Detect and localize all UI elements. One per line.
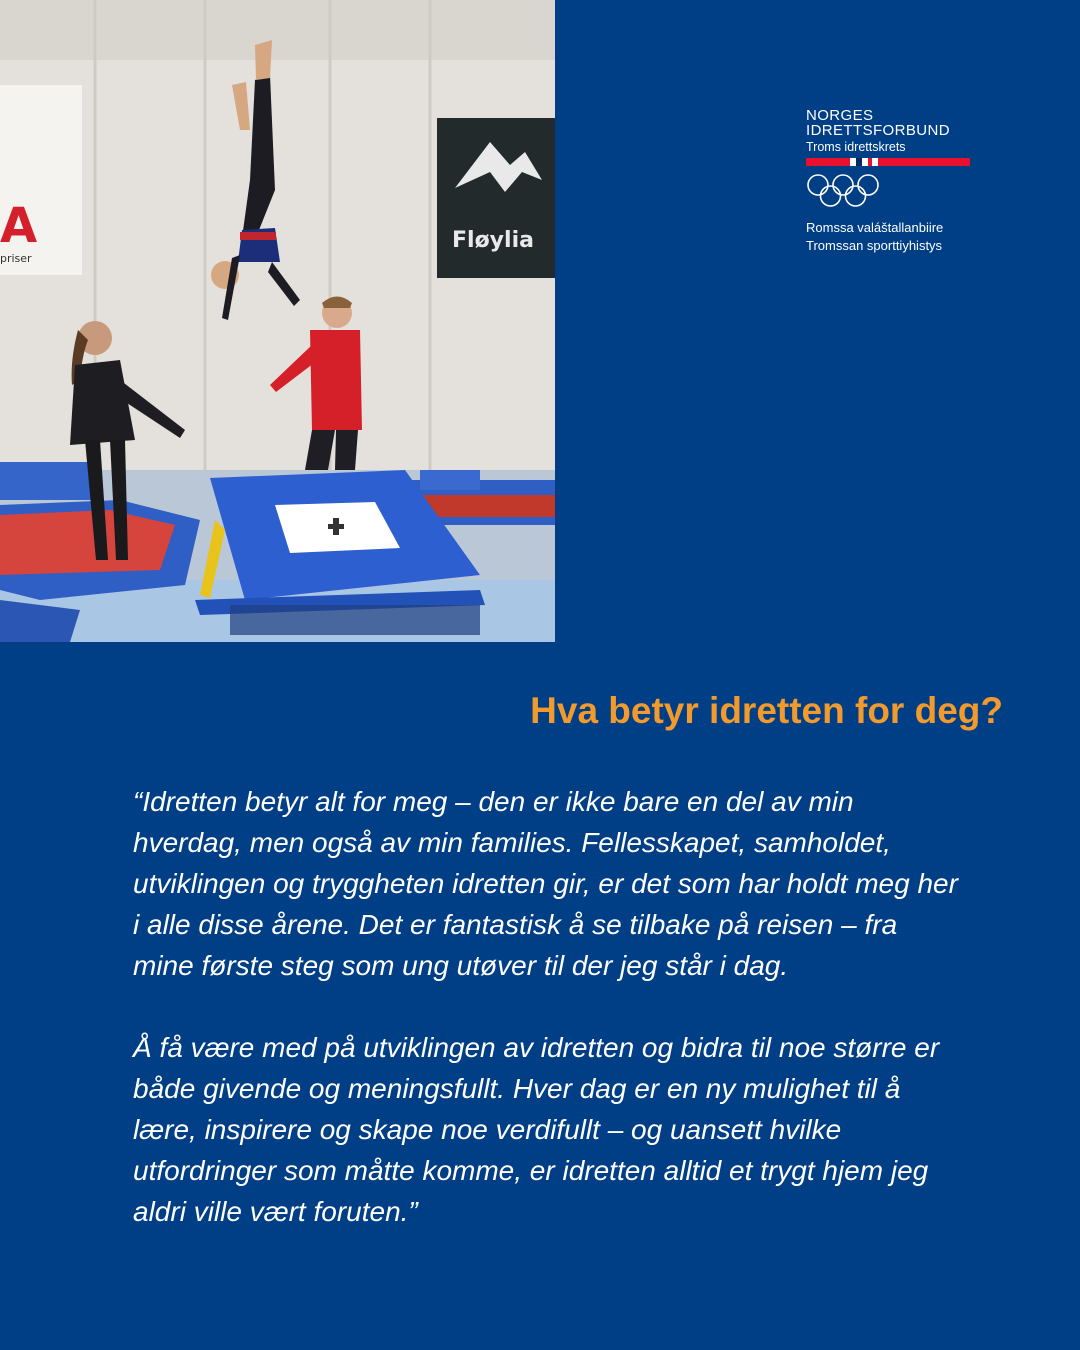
quote-block xyxy=(133,781,963,1232)
nif-logo xyxy=(806,108,976,255)
left-sign-small: priser xyxy=(0,252,32,265)
logo-line-krets: Troms idrettskrets xyxy=(806,140,906,154)
logo-sami-name: Romssa valáštallanbiire xyxy=(806,220,944,235)
floylia-sign-text: Fløylia xyxy=(452,228,534,253)
quote-paragraph-1: “Idretten betyr alt for meg – den er ikke bare en del av min hverdag, men også av min families. Fellesskapet, samholdet, utviklingen og tryggheten idretten gir, er det som har holdt meg her i alle disse årene. Det er fantastisk å se tilbake på reisen – fra mine første steg som ung utøver til der jeg står i dag. xyxy=(133,786,958,981)
logo-finnish-name: Tromssan sporttiyhistys xyxy=(806,238,943,253)
page-heading: Hva betyr idretten for deg? xyxy=(530,690,1003,731)
left-sign-letter: A xyxy=(0,198,38,254)
flag-bar-icon xyxy=(806,158,970,166)
gymnastics-photo xyxy=(0,0,555,642)
quote-paragraph-2: Å få være med på utviklingen av idretten og bidra til noe større er både givende og meningsfullt. Hver dag er en ny mulighet til å lære, inspirere og skape noe verdifullt – og uansett hvilke utfordringer som måtte komme, er idretten alltid et trygt hjem jeg aldri ville vært foruten.” xyxy=(133,1032,940,1227)
logo-line-idrettsforbund: IDRETTSFORBUND xyxy=(806,122,950,139)
olympic-rings-icon xyxy=(806,173,882,209)
logo-line-norges: NORGES xyxy=(806,107,874,124)
